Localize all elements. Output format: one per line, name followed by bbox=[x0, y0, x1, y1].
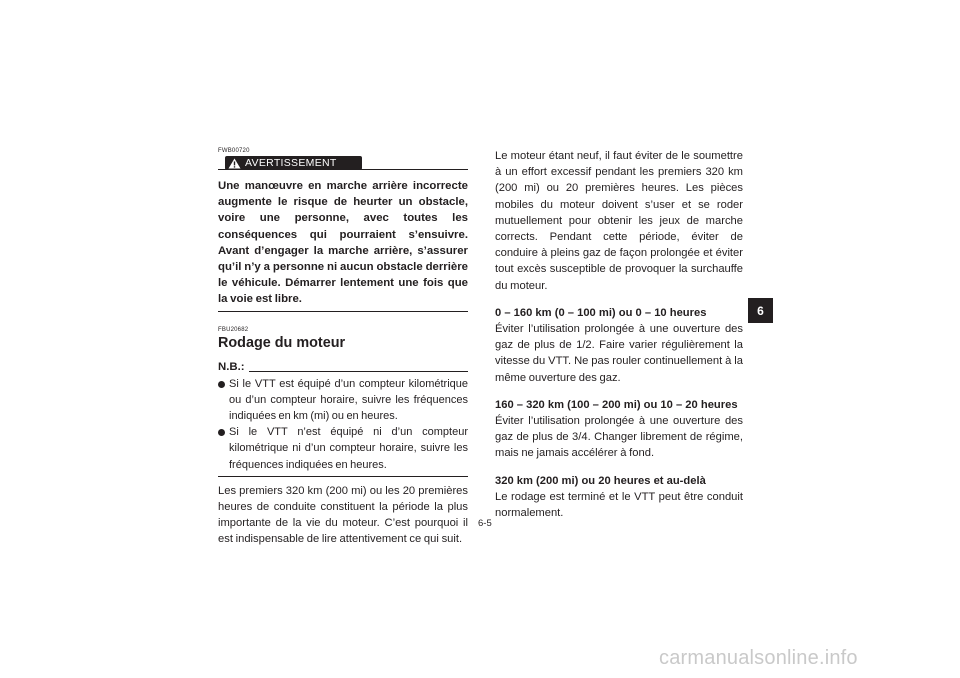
section-code: FBU20682 bbox=[218, 326, 249, 333]
warning-bottom-rule bbox=[218, 311, 468, 312]
stage-heading: 0 – 160 km (0 – 100 mi) ou 0 – 10 heures bbox=[495, 306, 707, 319]
warning-badge bbox=[225, 156, 362, 170]
stage-text: Éviter l’utilisation prolongée à une ouverture des gaz de plus de 3/4. Changer librement de régime, mais ne jamais accélérer à fond. bbox=[495, 415, 743, 460]
right-intro-paragraph: Le moteur étant neuf, il faut éviter de le soumettre à un effort excessif pendant les premiers 320 km (200 mi) ou 20 premières heures. Les pièces mobiles du moteur doivent s’user et se roder mutuellement pour obtenir les jeux de marche corrects. Pendant cette période, éviter de conduire à pleins gaz de façon prolongée et éviter tout excès susceptible de provoquer la surchauffe du moteur. bbox=[495, 150, 743, 292]
chapter-tab: 6 bbox=[748, 298, 773, 323]
note-item-text: Si le VTT est équipé d’un compteur kilométrique ou d’un compteur horaire, suivre les fréquences indiquées en km (mi) ou en heures. bbox=[229, 377, 468, 423]
note-item bbox=[218, 424, 468, 473]
warning-label: AVERTISSEMENT bbox=[245, 157, 337, 169]
right-column bbox=[495, 148, 743, 521]
left-column bbox=[218, 148, 468, 548]
stage-heading: 160 – 320 km (100 – 200 mi) ou 10 – 20 heures bbox=[495, 398, 738, 411]
note-bottom-rule bbox=[218, 476, 468, 477]
note-header-rule bbox=[249, 371, 468, 372]
note-item-text: Si le VTT n’est équipé ni d’un compteur kilométrique ni d’un compteur horaire, suivre les fréquences indiquées en heures. bbox=[229, 426, 468, 471]
section-title: Rodage du moteur bbox=[218, 334, 346, 351]
stage-heading: 320 km (200 mi) ou 20 heures et au-delà bbox=[495, 474, 706, 487]
warning-triangle-icon bbox=[228, 158, 241, 169]
page-number: 6-5 bbox=[478, 518, 492, 529]
warning-header bbox=[218, 156, 468, 170]
note-item bbox=[218, 376, 468, 425]
warning-text: Une manœuvre en marche arrière incorrecte augmente le risque de heurter un obstacle, voire une personne, avec toutes les conséquences qui pourraient s’ensuivre. Avant d’engager la marche arrière, s’assurer qu’il n’y a personne ni aucun obstacle derrière le véhicule. Démarrer lentement une fois que la voie est libre. bbox=[218, 180, 468, 306]
watermark: carmanualsonline.info bbox=[659, 647, 858, 669]
stage-text: Éviter l’utilisation prolongée à une ouverture des gaz de plus de 1/2. Faire varier régulièrement la vitesse du VTT. Ne pas rouler continuellement à la même ouverture des gaz. bbox=[495, 323, 743, 384]
bullet-dot-icon bbox=[218, 381, 225, 388]
bullet-dot-icon bbox=[218, 429, 225, 436]
warning-code: FWB00720 bbox=[218, 148, 250, 154]
stage-text: Le rodage est terminé et le VTT peut être conduit normalement. bbox=[495, 490, 743, 520]
note-label: N.B.: bbox=[218, 360, 245, 373]
intro-paragraph: Les premiers 320 km (200 mi) ou les 20 premières heures de conduite constituent la période la plus importante de la vie du moteur. C’est pourquoi il est indispensable de lire attentivement ce qui suit. bbox=[218, 484, 468, 546]
note-header bbox=[218, 360, 468, 374]
